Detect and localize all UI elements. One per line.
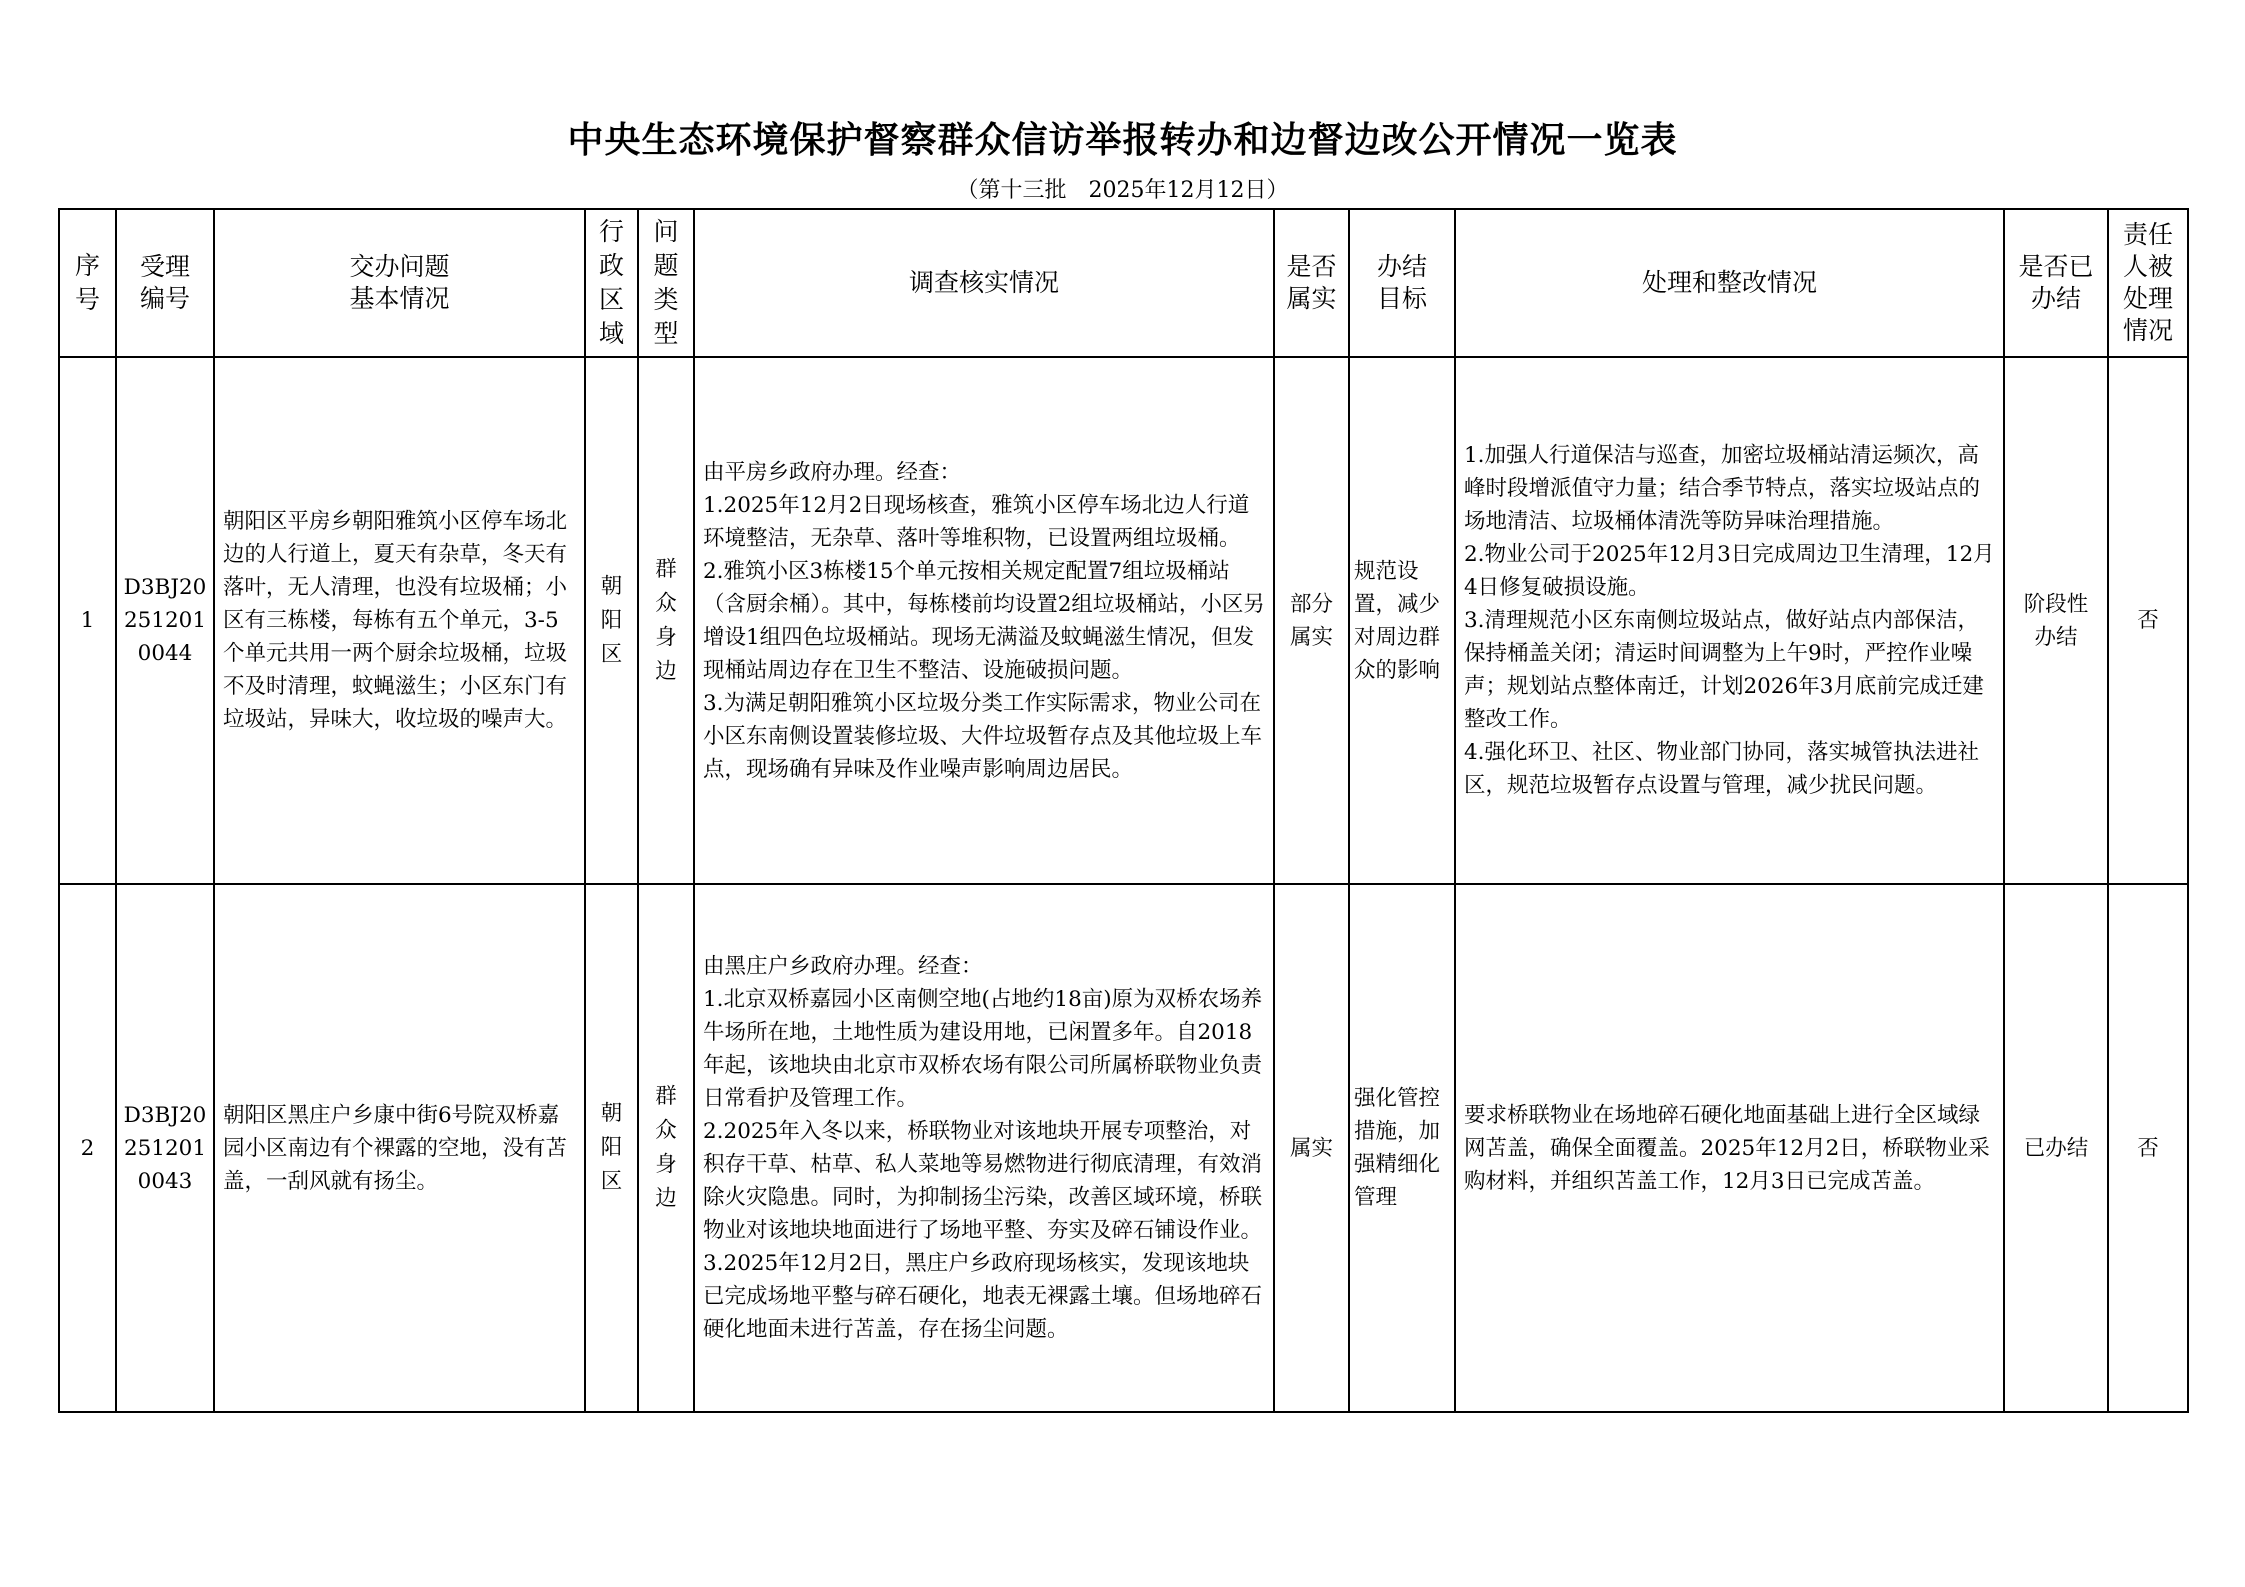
header-district: 行政区域 [585,209,638,357]
cell-is-closed: 已办结 [2004,884,2108,1412]
table-row [59,884,2188,1412]
page-subtitle: （第十三批 2025年12月12日） [956,178,1289,203]
cell-handling: 要求桥联物业在场地碎石硬化地面基础上进行全区域绿网苫盖，确保全面覆盖。2025年12月2日，桥联物业采购材料，并组织苫盖工作，12月3日已完成苫盖。 [1455,884,2004,1412]
cell-goal: 强化管控措施，加强精细化管理 [1349,884,1455,1412]
header-goal: 办结目标 [1349,209,1455,357]
cell-investigation: 由黑庄户乡政府办理。经查： 1.北京双桥嘉园小区南侧空地(占地约18亩)原为双桥农场养牛场所在地，土地性质为建设用地，已闲置多年。自2018年起，该地块由北京市双桥农场有限公司所属桥联物业负责日常看护及管理工作。 2.2025年入冬以来，桥联物业对该地块开展专项整治，对积存干草、枯草、私人菜地等易燃物进行彻底清理，有效消除火灾隐患。同时，为抑制扬尘污染，改善区域环境，桥联物业对该地块地面进行了场地平整、夯实及碎石铺设作业。 3.2025年12月2日，黑庄户乡政府现场核实，发现该地块已完成场地平整与碎石硬化，地表无裸露土壤。但场地碎石硬化地面未进行苫盖，存在扬尘问题。 [694,884,1274,1412]
cell-type: 群众身边 [638,357,694,884]
header-problem: 交办问题 基本情况 [214,209,585,357]
cell-seq: 1 [59,357,116,884]
cell-code: D3BJ20 251201 0044 [116,357,214,884]
cell-problem: 朝阳区黑庄户乡康中街6号院双桥嘉园小区南边有个裸露的空地，没有苫盖，一刮风就有扬尘。 [214,884,585,1412]
cell-is-true: 部分 属实 [1274,357,1349,884]
cell-district: 朝阳区 [585,884,638,1412]
header-type: 问题类型 [638,209,694,357]
cell-code: D3BJ20 251201 0043 [116,884,214,1412]
cell-is-closed: 阶段性 办结 [2004,357,2108,884]
cell-investigation: 由平房乡政府办理。经查： 1.2025年12月2日现场核查，雅筑小区停车场北边人行道环境整洁，无杂草、落叶等堆积物，已设置两组垃圾桶。 2.雅筑小区3栋楼15个单元按相关规定配置7组垃圾桶站（含厨余桶）。其中，每栋楼前均设置2组垃圾桶站，小区另增设1组四色垃圾桶站。现场无满溢及蚊蝇滋生情况，但发现桶站周边存在卫生不整洁、设施破损问题。 3.为满足朝阳雅筑小区垃圾分类工作实际需求，物业公司在小区东南侧设置装修垃圾、大件垃圾暂存点及其他垃圾上车点，现场确有异味及作业噪声影响周边居民。 [694,357,1274,884]
header-handling: 处理和整改情况 [1455,209,2004,357]
cell-problem: 朝阳区平房乡朝阳雅筑小区停车场北边的人行道上，夏天有杂草，冬天有落叶，无人清理，也没有垃圾桶；小区有三栋楼，每栋有五个单元，3-5个单元共用一两个厨余垃圾桶，垃圾不及时清理，蚊蝇滋生；小区东门有垃圾站，异味大，收垃圾的噪声大。 [214,357,585,884]
cell-type: 群众身边 [638,884,694,1412]
cell-district: 朝阳区 [585,357,638,884]
header-accountability: 责任人被处理情况 [2108,209,2188,357]
cell-is-true: 属实 [1274,884,1349,1412]
table-header-row [59,209,2188,357]
cell-handling: 1.加强人行道保洁与巡查，加密垃圾桶站清运频次，高峰时段增派值守力量；结合季节特点，落实垃圾站点的场地清洁、垃圾桶体清洗等防异味治理措施。 2.物业公司于2025年12月3日完成周边卫生清理，12月4日修复破损设施。 3.清理规范小区东南侧垃圾站点，做好站点内部保洁，保持桶盖关闭；清运时间调整为上午9时，严控作业噪声；规划站点整体南迁，计划2026年3月底前完成迁建整改工作。 4.强化环卫、社区、物业部门协同，落实城管执法进社区，规范垃圾暂存点设置与管理，减少扰民问题。 [1455,357,2004,884]
cell-accountability: 否 [2108,884,2188,1412]
header-is-closed: 是否已办结 [2004,209,2108,357]
cell-goal: 规范设置，减少对周边群众的影响 [1349,357,1455,884]
table-row [59,357,2188,884]
report-table [58,208,2189,1413]
header-is-true: 是否属实 [1274,209,1349,357]
header-code: 受理编号 [116,209,214,357]
cell-seq: 2 [59,884,116,1412]
header-investigation: 调查核实情况 [694,209,1274,357]
cell-accountability: 否 [2108,357,2188,884]
page-title: 中央生态环境保护督察群众信访举报转办和边督边改公开情况一览表 [567,120,1678,161]
header-seq: 序号 [59,209,116,357]
